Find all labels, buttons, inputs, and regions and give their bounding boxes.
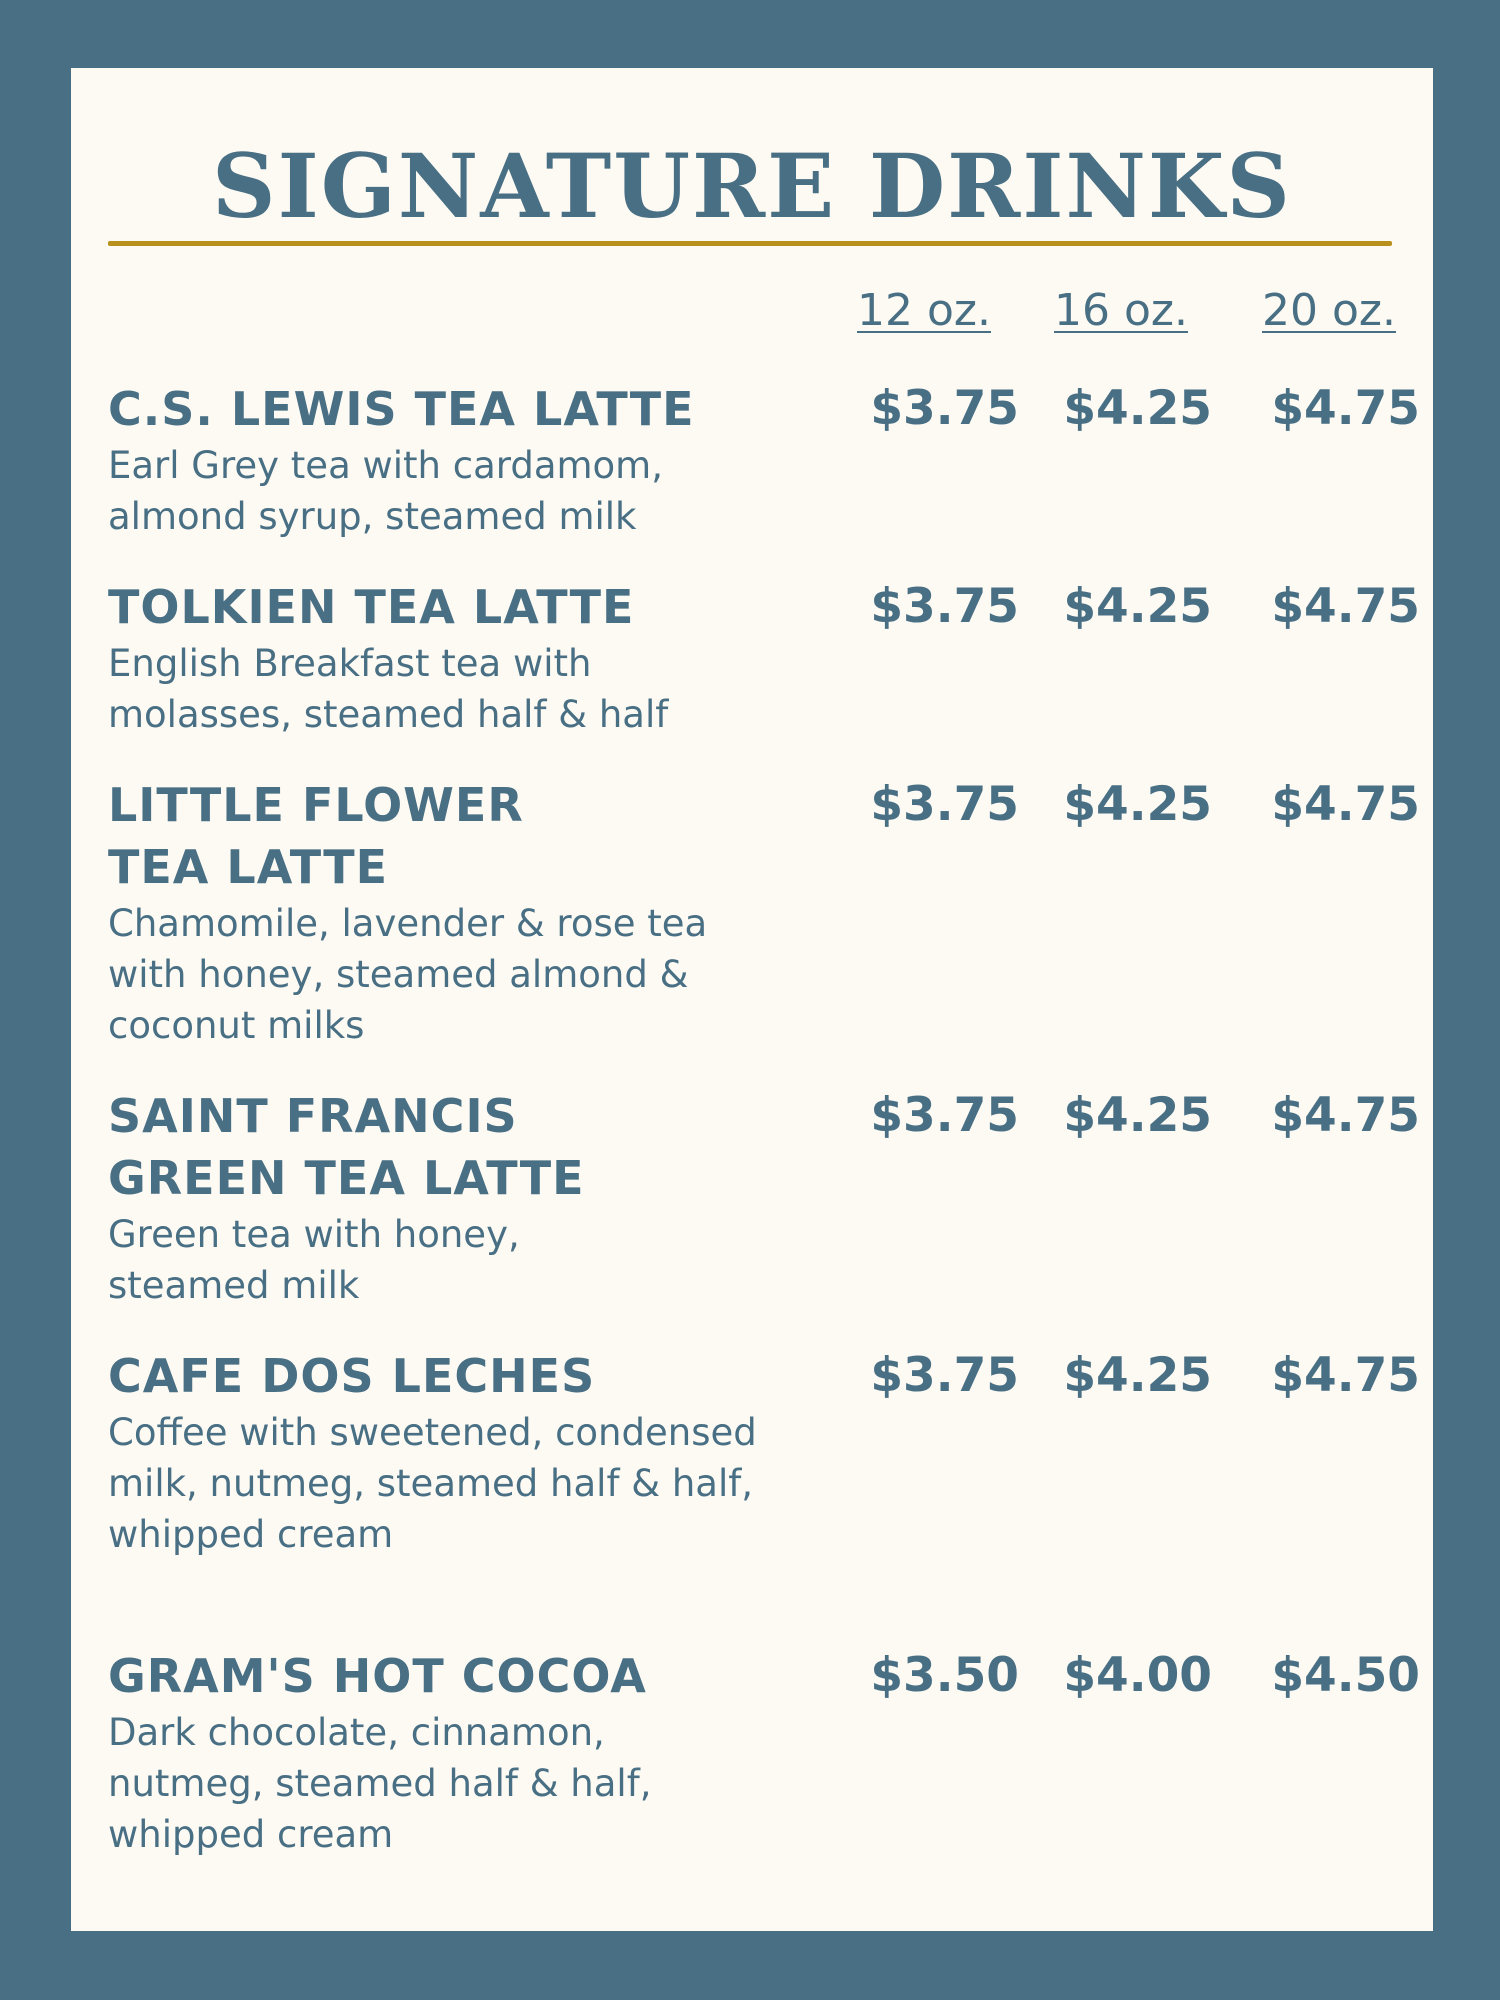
size-header-16oz: 16 oz. bbox=[1054, 285, 1188, 336]
item-description: Earl Grey tea with cardamom, almond syrup, steamed milk bbox=[108, 444, 663, 538]
price-12oz: $3.75 bbox=[870, 1088, 1019, 1143]
item-name: C.S. LEWIS TEA LATTE bbox=[108, 382, 695, 436]
item-name: GRAM'S HOT COCOA bbox=[108, 1649, 647, 1703]
item-name: SAINT FRANCIS GREEN TEA LATTE bbox=[108, 1089, 585, 1205]
price-20oz: $4.75 bbox=[1271, 1348, 1420, 1403]
price-16oz: $4.25 bbox=[1063, 1088, 1212, 1143]
item-description: English Breakfast tea with molasses, steamed half & half bbox=[108, 642, 669, 736]
price-16oz: $4.25 bbox=[1063, 381, 1212, 436]
item-name: CAFE DOS LECHES bbox=[108, 1349, 596, 1403]
price-16oz: $4.25 bbox=[1063, 579, 1212, 634]
menu-item bbox=[108, 378, 1420, 542]
price-16oz: $4.25 bbox=[1063, 1348, 1212, 1403]
title-divider bbox=[108, 241, 1392, 246]
size-header-20oz: 20 oz. bbox=[1262, 285, 1396, 336]
menu-item bbox=[108, 1085, 1420, 1311]
item-description: Green tea with honey, steamed milk bbox=[108, 1213, 520, 1307]
price-20oz: $4.75 bbox=[1271, 381, 1420, 436]
price-12oz: $3.75 bbox=[870, 777, 1019, 832]
price-16oz: $4.00 bbox=[1063, 1648, 1212, 1703]
price-20oz: $4.75 bbox=[1271, 1088, 1420, 1143]
price-12oz: $3.75 bbox=[870, 579, 1019, 634]
size-header-12oz: 12 oz. bbox=[857, 285, 991, 336]
item-description: Coffee with sweetened, condensed milk, nutmeg, steamed half & half, whipped cream bbox=[108, 1411, 757, 1556]
menu-item bbox=[108, 576, 1420, 740]
price-12oz: $3.50 bbox=[870, 1648, 1019, 1703]
price-16oz: $4.25 bbox=[1063, 777, 1212, 832]
menu-item bbox=[108, 774, 1420, 1051]
menu-item bbox=[108, 1645, 1420, 1860]
item-description: Chamomile, lavender & rose tea with honey, steamed almond & coconut milks bbox=[108, 902, 708, 1047]
price-12oz: $3.75 bbox=[870, 1348, 1019, 1403]
price-20oz: $4.75 bbox=[1271, 777, 1420, 832]
item-name: LITTLE FLOWER TEA LATTE bbox=[108, 778, 524, 894]
menu-title: SIGNATURE DRINKS bbox=[212, 134, 1292, 238]
price-12oz: $3.75 bbox=[870, 381, 1019, 436]
price-20oz: $4.75 bbox=[1271, 579, 1420, 634]
item-description: Dark chocolate, cinnamon, nutmeg, steamed half & half, whipped cream bbox=[108, 1711, 652, 1856]
menu-item bbox=[108, 1345, 1420, 1560]
menu-card bbox=[71, 68, 1433, 1931]
item-name: TOLKIEN TEA LATTE bbox=[108, 580, 635, 634]
price-20oz: $4.50 bbox=[1271, 1648, 1420, 1703]
